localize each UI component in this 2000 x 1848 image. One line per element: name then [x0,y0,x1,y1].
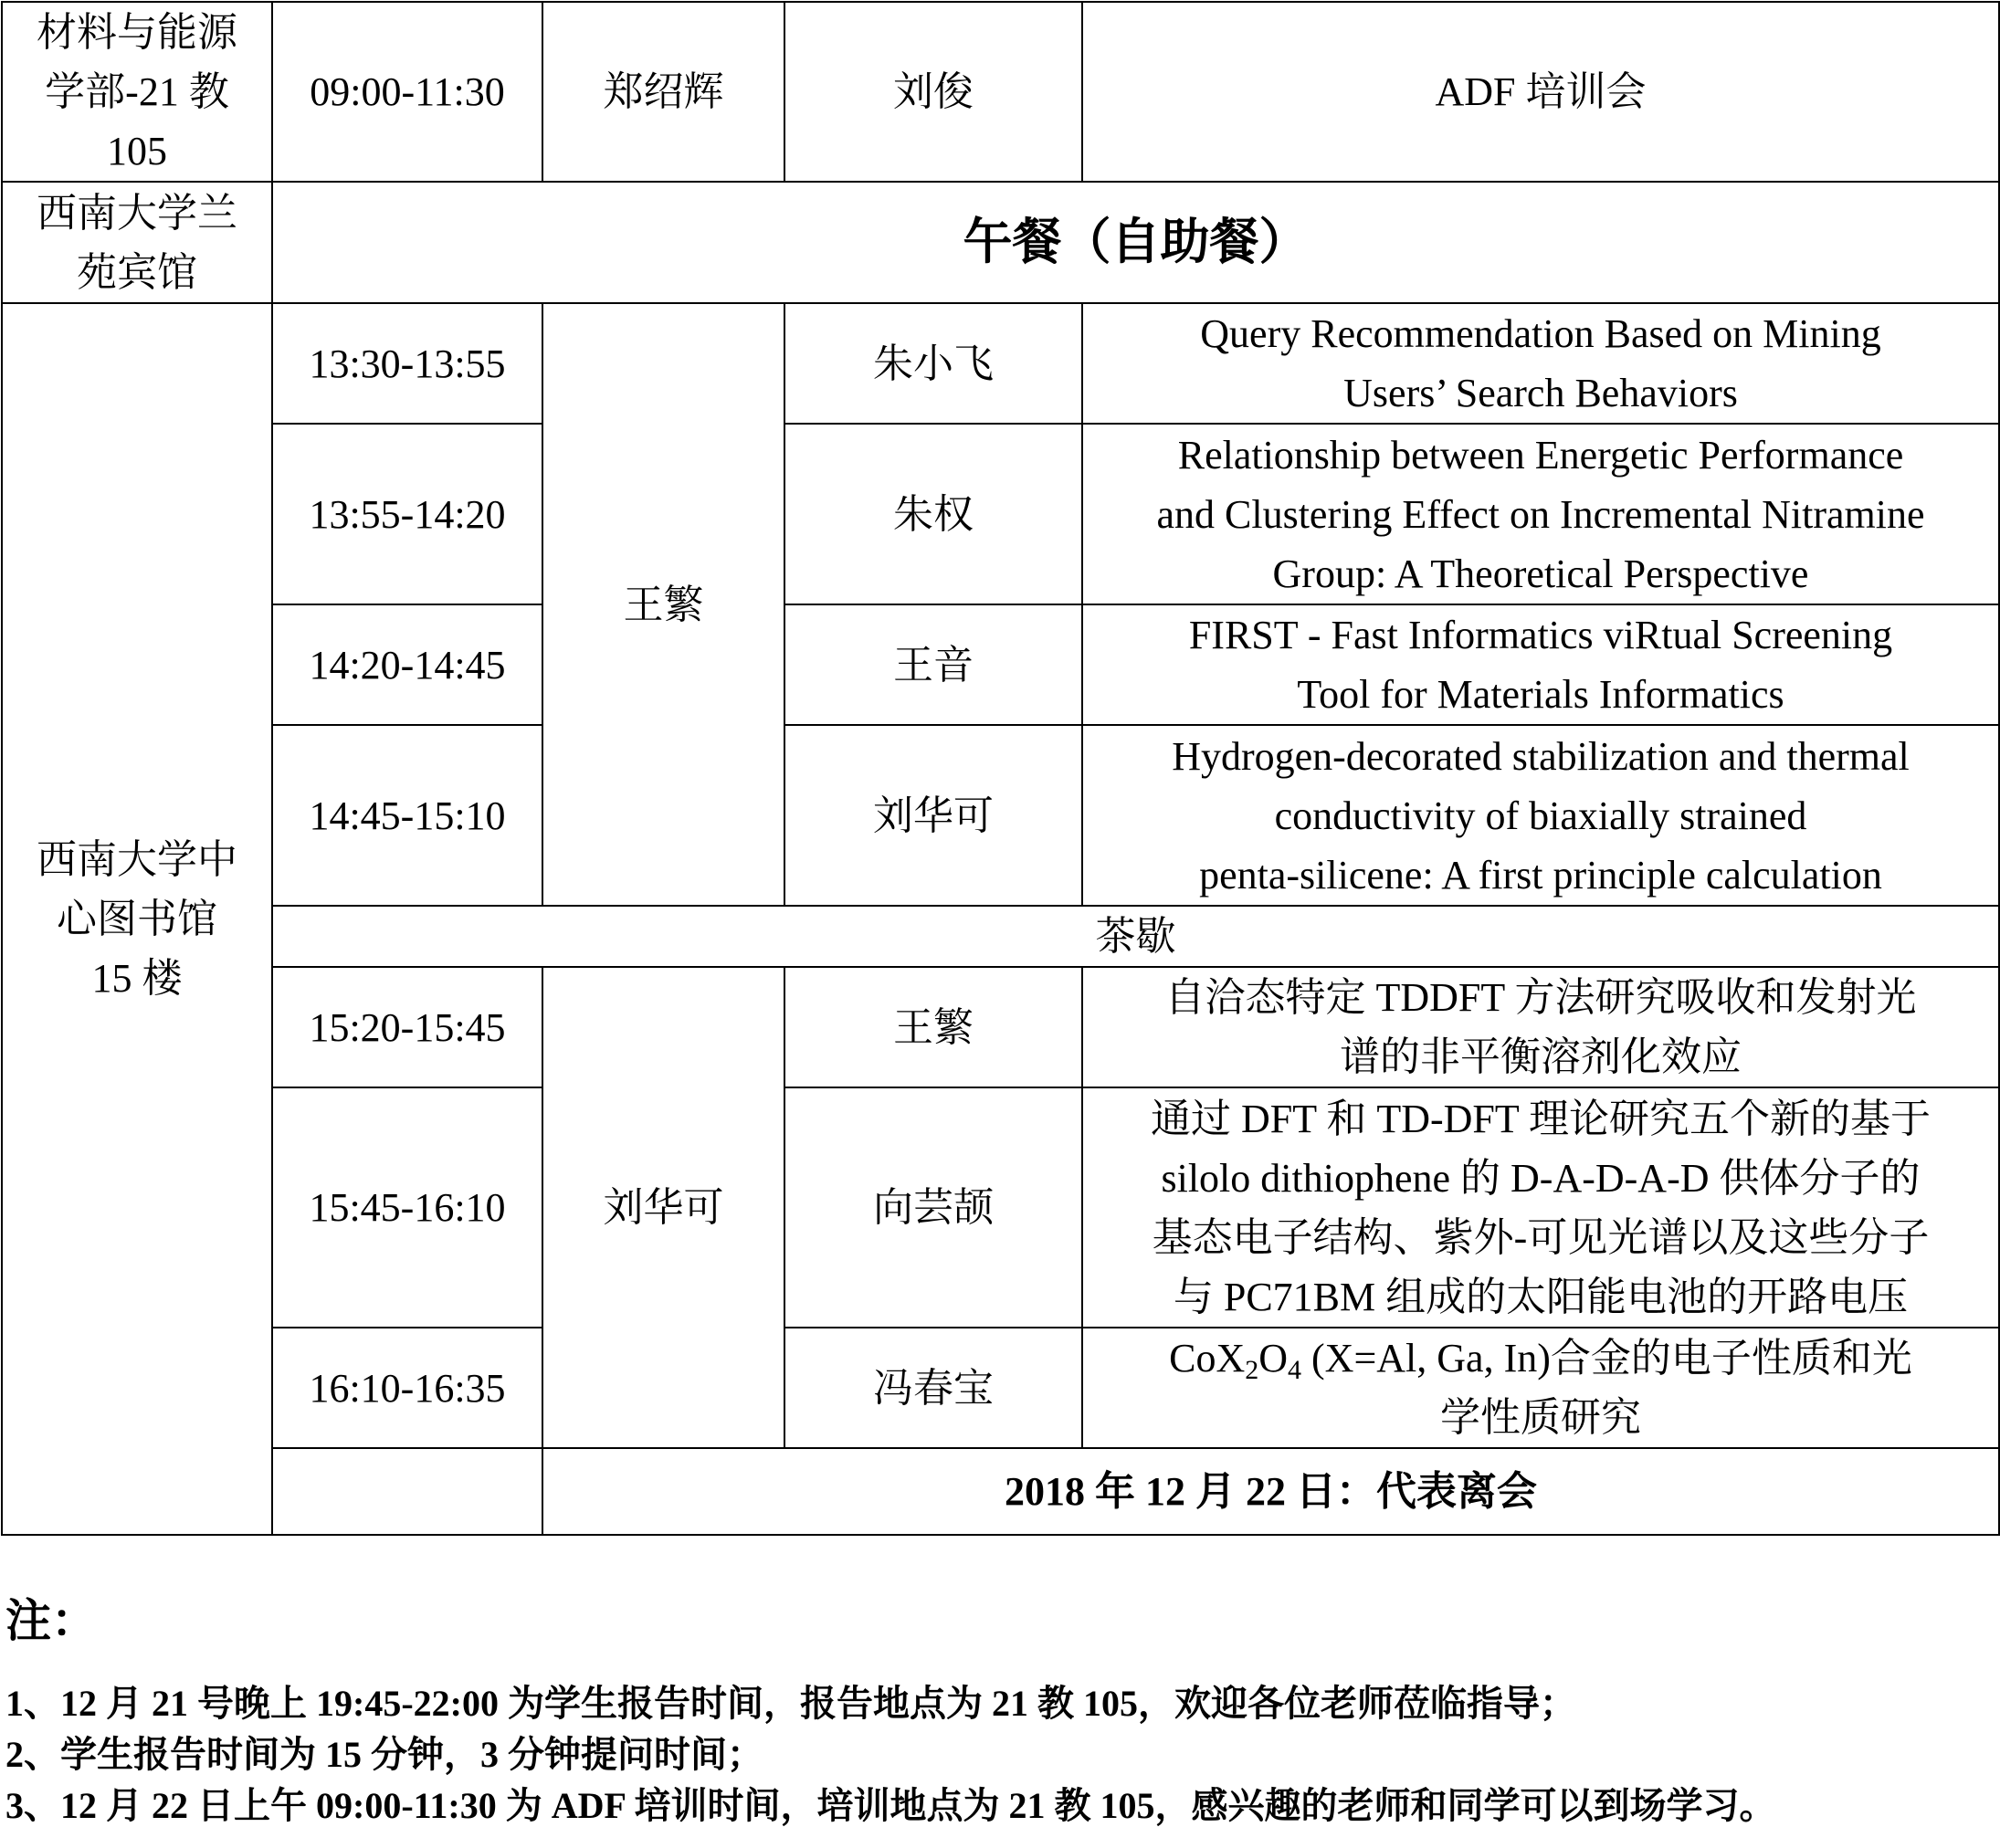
title-line: 学性质研究 [1440,1395,1641,1440]
talk-speaker: 王音 [784,604,1082,725]
notes-section [5,1589,1987,1832]
table-row [2,1087,1999,1328]
talk-speaker: 冯春宝 [784,1328,1082,1448]
talk-time: 16:10-16:35 [272,1328,542,1448]
title-subscript: 4 [1288,1355,1302,1385]
departure-label: 2018 年 12 月 22 日：代表离会 [542,1448,1999,1535]
talk-title [1082,1087,1999,1328]
table-row [2,725,1999,906]
title-line: Tool for Materials Informatics [1297,672,1784,717]
talk-title [1082,604,1999,725]
talk-speaker: 刘华可 [784,725,1082,906]
talk-time: 15:20-15:45 [272,967,542,1087]
title-text: (X=Al, Ga, In)合金的电子性质和光 [1301,1336,1912,1381]
table-row [2,1328,1999,1448]
table-row-morning [2,2,1999,182]
talk-speaker: 向芸颉 [784,1087,1082,1328]
title-line: conductivity of biaxially strained [1274,793,1807,838]
title-line: 基态电子结构、紫外-可见光谱以及这些分子 [1152,1214,1930,1260]
title-line: Relationship between Energetic Performance [1177,432,1904,478]
location-line: 苑宾馆 [77,249,197,295]
title-subscript: 2 [1245,1355,1259,1385]
title-line: Users’ Search Behaviors [1343,371,1738,415]
talk-title [1082,1328,1999,1448]
title-line: 自洽态特定 TDDFT 方法研究吸收和发射光 [1164,975,1917,1020]
talk-time: 15:45-16:10 [272,1087,542,1328]
morning-location [2,2,272,182]
talk-time: 13:55-14:20 [272,424,542,604]
title-line: Group: A Theoretical Perspective [1272,551,1809,596]
table-row-departure [2,1448,1999,1535]
location-line: 学部-21 教 [45,69,229,114]
talk-speaker: 朱小飞 [784,303,1082,424]
note-item: 2、学生报告时间为 15 分钟，3 分钟提问时间； [5,1734,763,1775]
table-row-tea-break [2,906,1999,967]
table-row [2,604,1999,725]
title-line: FIRST - Fast Informatics viRtual Screening [1188,613,1893,657]
location-line: 西南大学中 [37,837,237,882]
morning-speaker: 刘俊 [784,2,1082,182]
talk-title [1082,967,1999,1087]
talk-speaker: 朱权 [784,424,1082,604]
schedule-table [1,1,2000,1536]
notes-heading: 注： [5,1595,97,1646]
tea-break-label: 茶歇 [272,906,1999,967]
location-line: 15 楼 [91,956,183,1001]
talk-title [1082,424,1999,604]
table-row [2,967,1999,1087]
title-line: Hydrogen-decorated stabilization and thermal [1172,733,1910,779]
table-row-lunch [2,182,1999,303]
title-text: CoX [1169,1336,1246,1381]
note-item: 3、12 月 22 日上午 09:00-11:30 为 ADF 培训时间，培训地点为 21 教 105，感兴趣的老师和同学可以到场学习。 [5,1785,1776,1826]
title-line: 谱的非平衡溶剂化效应 [1340,1034,1742,1079]
title-text: O [1258,1336,1289,1381]
note-item: 1、12 月 21 号晚上 19:45-22:00 为学生报告时间，报告地点为 21 教 105，欢迎各位老师莅临指导； [5,1683,1576,1724]
empty-cell [272,1448,542,1535]
morning-host: 郑绍辉 [542,2,784,182]
talk-time: 13:30-13:55 [272,303,542,424]
title-line: 与 PC71BM 组成的太阳能电池的开路电压 [1173,1274,1909,1319]
morning-title: ADF 培训会 [1082,2,1999,182]
title-line: silolo dithiophene 的 D-A-D-A-D 供体分子的 [1161,1155,1921,1201]
title-line: penta-silicene: A first principle calculation [1199,852,1882,898]
afternoon-location [2,303,272,1535]
talk-time: 14:20-14:45 [272,604,542,725]
talk-time: 14:45-15:10 [272,725,542,906]
title-line: 通过 DFT 和 TD-DFT 理论研究五个新的基于 [1151,1096,1931,1141]
title-line: and Clustering Effect on Incremental Nitramine [1156,491,1925,537]
table-row [2,424,1999,604]
lunch-label: 午餐（自助餐） [272,182,1999,303]
talk-speaker: 王繁 [784,967,1082,1087]
location-line: 105 [107,129,167,173]
location-line: 心图书馆 [57,897,217,941]
location-line: 材料与能源 [37,10,237,55]
table-row [2,303,1999,424]
talk-title [1082,303,1999,424]
talk-title [1082,725,1999,906]
lunch-location [2,182,272,303]
title-line: Query Recommendation Based on Mining [1200,311,1881,356]
morning-time: 09:00-11:30 [272,2,542,182]
session-host: 刘华可 [542,967,784,1448]
session-host: 王繁 [542,303,784,906]
location-line: 西南大学兰 [37,190,237,236]
